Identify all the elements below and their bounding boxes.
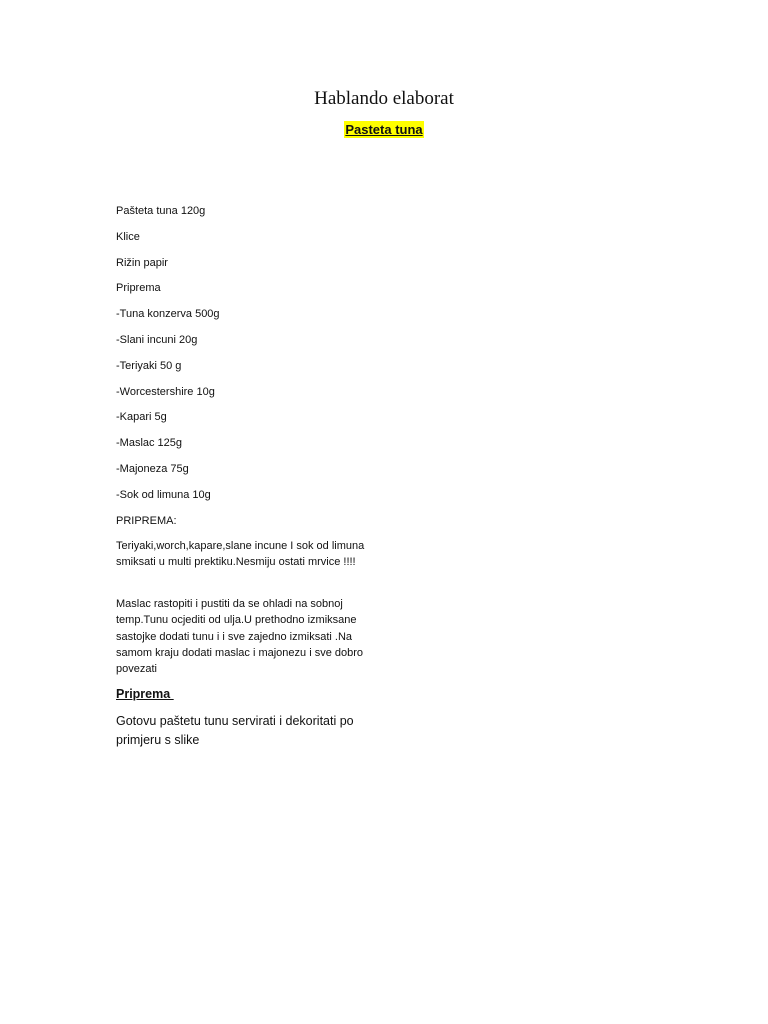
serving-paragraph: Gotovu paštetu tunu servirati i dekoritati po primjeru s slike — [116, 714, 354, 747]
document-title: Hablando elaborat — [314, 88, 454, 109]
list-item: -Slani incuni 20g — [116, 333, 198, 346]
list-item: PRIPREMA: — [116, 514, 177, 527]
list-item: -Sok od limuna 10g — [116, 488, 211, 501]
list-item: -Tuna konzerva 500g — [116, 308, 220, 321]
document-subtitle: Pasteta tuna — [345, 122, 423, 137]
list-item: -Maslac 125g — [116, 437, 183, 450]
instruction-paragraph: Teriyaki,worch,kapare,slane incune I sok od limuna smiksati u multi prektiku.Nesmiju ostati mrvice !!!! — [116, 540, 365, 569]
list-item: Priprema — [116, 282, 161, 295]
list-item: -Teriyaki 50 g — [116, 359, 182, 372]
list-item: -Majoneza 75g — [116, 462, 189, 475]
subtitle-container — [0, 121, 768, 139]
section-heading: Priprema — [116, 687, 174, 701]
instruction-paragraph: Maslac rastopiti i pustiti da se ohladi na sobnoj temp.Tunu ocjediti od ulja.U prethodno izmiksane sastojke dodati tunu i i sve zajedno izmiksati .Na samom kraju dodati maslac i majonezu i sve dobro povezati — [116, 598, 364, 676]
ingredient-list — [116, 204, 376, 539]
list-item: -Kapari 5g — [116, 411, 167, 424]
list-item: -Worcestershire 10g — [116, 385, 215, 398]
list-item: Klice — [116, 230, 140, 243]
list-item: Pašteta tuna 120g — [116, 205, 206, 217]
list-item: Rižin papir — [116, 256, 168, 269]
